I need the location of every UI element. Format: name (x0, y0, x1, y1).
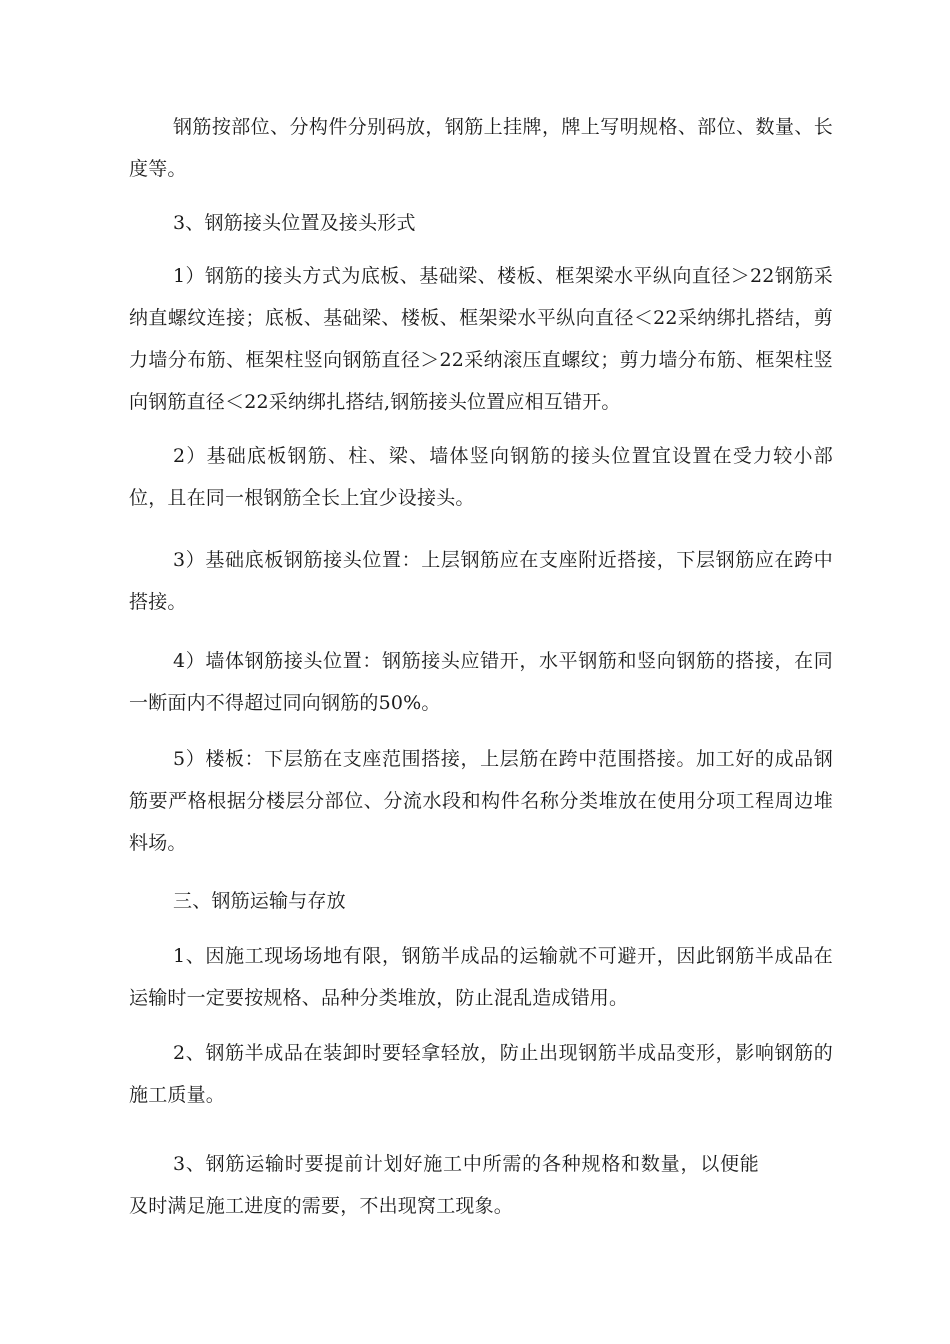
paragraph-joint-location: 2）基础底板钢筋、柱、梁、墙体竖向钢筋的接头位置宜设置在受力较小部位，且在同一根钢筋全长上宜少设接头。 (129, 445, 833, 509)
paragraph-floor-slab: 5）楼板：下层筋在支座范围搭接，上层筋在跨中范围搭接。加工好的成品钢筋要严格根据分楼层分部位、分流水段和构件名称分类堆放在使用分项工程周边堆料场。 (129, 748, 833, 854)
heading-transport-storage: 三、钢筋运输与存放 (173, 890, 346, 912)
paragraph-transport-planning: 3、钢筋运输时要提前计划好施工中所需的各种规格和数量，以便能及时满足施工进度的需要，不出现窝工现象。 (129, 1153, 759, 1217)
paragraph-base-slab-joints: 3）基础底板钢筋接头位置：上层钢筋应在支座附近搭接，下层钢筋应在跨中搭接。 (129, 549, 833, 613)
paragraph-joint-method: 1）钢筋的接头方式为底板、基础梁、楼板、框架梁水平纵向直径＞22钢筋采纳直螺纹连接；底板、基础梁、楼板、框架梁水平纵向直径＜22采纳绑扎搭结，剪力墙分布筋、框架柱竖向钢筋直径＞22采纳滚压直螺纹；剪力墙分布筋、框架柱竖向钢筋直径＜22采纳绑扎搭结,钢筋接头位置应相互错开。 (129, 265, 833, 413)
paragraph-transport-sorting: 1、因施工现场场地有限，钢筋半成品的运输就不可避开，因此钢筋半成品在运输时一定要按规格、品种分类堆放，防止混乱造成错用。 (129, 945, 833, 1009)
paragraph-handling: 2、钢筋半成品在装卸时要轻拿轻放，防止出现钢筋半成品变形，影响钢筋的施工质量。 (129, 1042, 833, 1106)
heading-joint-position: 3、钢筋接头位置及接头形式 (173, 212, 416, 234)
paragraph-wall-joints: 4）墙体钢筋接头位置：钢筋接头应错开，水平钢筋和竖向钢筋的搭接，在同一断面内不得超过同向钢筋的50%。 (129, 650, 833, 714)
paragraph-storage-labeling: 钢筋按部位、分构件分别码放，钢筋上挂牌，牌上写明规格、部位、数量、长度等。 (129, 116, 833, 180)
